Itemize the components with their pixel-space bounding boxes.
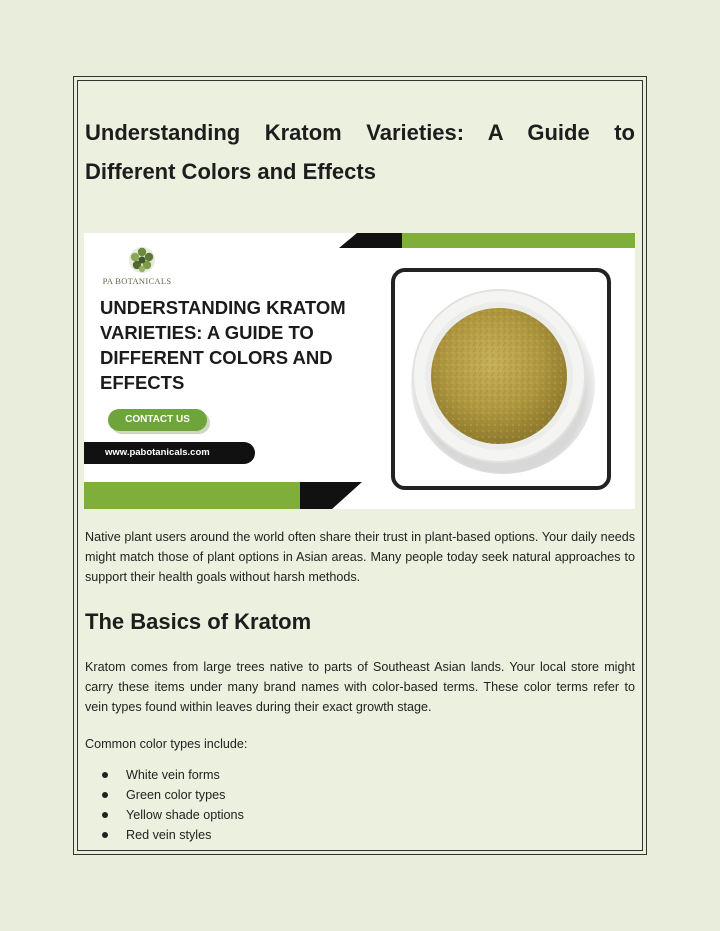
contact-us-button[interactable]: CONTACT US xyxy=(108,409,207,431)
bullet-icon xyxy=(102,812,108,818)
bullet-icon xyxy=(102,772,108,778)
bullet-icon xyxy=(102,792,108,798)
website-url-pill[interactable]: www.pabotanicals.com xyxy=(84,442,255,464)
kratom-powder-photo xyxy=(391,268,611,490)
leaf-cluster-icon xyxy=(128,246,156,274)
list-item: White vein forms xyxy=(102,765,244,785)
banner-bottom-green-stripe xyxy=(84,482,302,509)
bullet-icon xyxy=(102,832,108,838)
document-title: Understanding Kratom Varieties: A Guide to Different Colors and Effects xyxy=(85,120,635,184)
section-paragraph: Kratom comes from large trees native to parts of Southeast Asian lands. Your local store might carry these items under many brand names with color-based terms. These color terms refer to vein types found within leaves during their exact growth stage. xyxy=(85,660,635,714)
intro-paragraph: Native plant users around the world often share their trust in plant-based options. Your daily needs might match those of plant options in Asian areas. Many people today seek natural approaches to support their health goals without harsh methods. xyxy=(85,530,635,584)
logo-wordmark: PA BOTANICALS xyxy=(102,276,172,286)
banner-top-black-stripe xyxy=(339,233,404,248)
list-item: Green color types xyxy=(102,785,244,805)
color-types-list xyxy=(102,765,244,845)
featured-banner xyxy=(84,233,635,509)
list-intro: Common color types include: xyxy=(85,737,248,751)
list-item: Red vein styles xyxy=(102,825,244,845)
brand-logo xyxy=(92,246,182,290)
powder-bowl-illustration xyxy=(395,272,607,486)
section-heading: The Basics of Kratom xyxy=(85,609,312,634)
banner-bottom-black-stripe xyxy=(300,482,362,509)
banner-top-green-stripe xyxy=(402,233,635,248)
list-item: Yellow shade options xyxy=(102,805,244,825)
banner-heading: UNDERSTANDING KRATOM VARIETIES: A GUIDE TO DIFFERENT COLORS AND EFFECTS xyxy=(100,297,346,393)
